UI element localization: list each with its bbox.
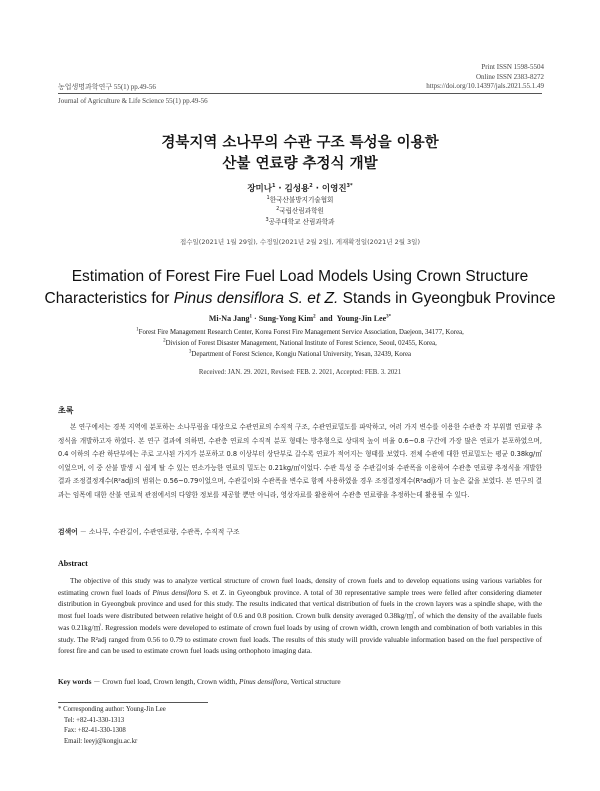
affiliation-en-3: $^3$Department of Forest Science, Kongju National University, Yesan, 32439, Korea	[188, 349, 412, 358]
affiliation-en-2: $^2$Division of Forest Disaster Management, National Institute of Forest Science, Seoul, 02455, Korea,	[163, 338, 437, 347]
affiliations-en	[0, 327, 600, 360]
footnote-tel: Tel: +82-41-330-1313	[64, 716, 125, 724]
affiliation-kr-2: $^2$국립산림과학원	[276, 205, 324, 215]
author-kr-3: 이영진	[321, 184, 347, 194]
abstract-kr-heading: 초록	[58, 406, 74, 415]
authors-kr: 장미나$^1$ · 김성용$^2$ · 이영진$^{3*}$	[247, 183, 353, 194]
species-name: Pinus densiflora S. et Z.	[173, 290, 339, 307]
doi-link[interactable]: https://doi.org/10.14397/jals.2021.55.1.49	[426, 82, 544, 90]
footnote	[58, 705, 166, 747]
keywords-en-label: Key words	[58, 677, 92, 686]
keywords-kr	[58, 526, 240, 536]
footnote-corresponding: * Corresponding author: Young-Jin Lee	[58, 706, 166, 713]
footnote-fax: Fax: +82-41-330-1308	[64, 727, 126, 734]
dates-en: Received: JAN. 29. 2021, Revised: FEB. 2. 2021, Accepted: FEB. 3. 2021	[198, 369, 402, 376]
affiliation-kr-1: $^1$한국산불방지기술협회	[266, 194, 334, 204]
header-rule	[58, 93, 542, 94]
title-kr-line1: 경북지역 소나무의 수관 구조 특성을 이용한	[161, 135, 439, 151]
author-en-1: Mi-Na Jang	[208, 314, 250, 323]
affiliation-kr-3: $^3$공주대학교 산림과학과	[265, 216, 335, 226]
journal-kr: 농업생명과학연구 55(1) pp.49-56	[58, 83, 156, 91]
keywords-kr-text: － 소나무, 수관길이, 수관연료량, 수관폭, 수직적 구조	[79, 528, 240, 536]
print-issn: Print ISSN 1598-5504	[481, 63, 544, 71]
title-kr-line2: 산불 연료량 추정식 개발	[222, 156, 378, 172]
author-en-3: Young-Jin Lee	[336, 314, 387, 323]
title-kr	[0, 133, 600, 175]
affiliations-kr	[0, 195, 600, 228]
author-en-2: Sung-Yong Kim	[258, 314, 314, 323]
title-en-line1: Estimation of Forest Fire Fuel Load Models Using Crown Structure	[71, 268, 529, 285]
dates-kr: 접수일(2021년 1월 29일), 수정일(2021년 2월 2일), 게재확정일(2021년 2월 3일)	[179, 238, 421, 246]
keywords-en: Key words － Crown fuel load, Crown length, Crown width, Pinus densiflora, Vertical structure	[58, 677, 341, 686]
abstract-en-body: The objective of this study was to analyze vertical structure of crown fuel loads, density of crown fuels and to develop equations using various variables for estimating crown fuel loads of Pinus densiflora S. et Z. in Gyeongbuk province. A total of 30 representative sample trees were felled after considering diameter distribution in Gyeongbuk province and used for this study. The results indicated that vertical distribution of fuels in the crown layers was a spindle shape, with the most fuel loads were distributed between relative height of 0.6 and 0.8 position. Crown bulk density averaged 0.38kg/㎥, of which the density of the available fuels was 0.21kg/㎥. Regression models were developed to estimate of crown fuel loads by using of crown width, crown length and combination of both variables in this study. The R²adj ranged from 0.56 to 0.79 to estimate crown fuel loads. The results of this study will provide valuable information based on the fuel perspective of forest fire and can be used to estimate crown fuel loads using orthophoto imaging data.	[58, 576, 542, 656]
footnote-rule	[58, 702, 208, 703]
journal-en: Journal of Agriculture & Life Science 55(1) pp.49-56	[58, 97, 208, 105]
author-kr-2: 김성용	[284, 184, 310, 194]
affiliation-en-1: $^1$Forest Fire Management Research Center, Korea Forest Fire Management Service Association, Daejeon, 34177, Korea,	[136, 327, 464, 336]
abstract-kr-body: 본 연구에서는 경북 지역에 분포하는 소나무림을 대상으로 수관연료의 수직적 구조, 수관연료밀도를 파악하고, 여러 가지 변수를 이용한 수관층 각 부위별 연료량 추정식을 개발하고자 하였다. 본 연구 결과에 의하면, 수관층 연료의 수직적 분포 형태는 방추형으로 상대적 높이 비율 0.6~0.8 구간에 가장 많은 연료가 분포하였으며, 0.4 이하의 수관 하단부에는 주로 고사된 가지가 분포하고 0.8 이상부터 상단부로 갈수록 연료가 적어지는 형태를 보였다. 전체 수관에 대한 연료밀도는 평균 0.38kg/㎥이었으며, 이 중 산불 발생 시 쉽게 탈 수 있는 연소가능한 연료의 밀도는 0.21kg/㎥이었다. 수관 특성 중 수관길이와 수관폭을 이용하여 수관층 연료량 추정식을 개발한 결과 조정결정계수(R²adj)의 범위는 0.56~0.79이었으며, 수관길이와 수관폭을 변수로 함께 사용하였을 경우 조정결정계수(R²adj)가 더 높은 값을 보였다. 본 연구의 결과는 임목에 대한 산불 연료적 관점에서의 다양한 정보를 제공할 뿐만 아니라, 영상자료를 활용하여 수관층 연료량을 추정하는데 활용될 수 있다.	[58, 423, 542, 499]
author-kr-1: 장미나	[247, 184, 272, 194]
title-en	[0, 266, 600, 310]
online-issn: Online ISSN 2383-8272	[475, 73, 544, 81]
abstract-en-heading: Abstract	[58, 559, 88, 568]
keywords-kr-label: 검색어	[58, 528, 78, 536]
authors-en: Mi-Na Jang$^1$ · Sung-Yong Kim$^2$ and Young-Jin Lee$^{3*}$	[208, 314, 392, 323]
title-en-line2: Characteristics for Pinus densiflora S. et Z. Stands in Gyeongbuk Province	[44, 290, 556, 307]
footnote-email[interactable]: Email: leeyj@kongju.ac.kr	[64, 737, 138, 745]
